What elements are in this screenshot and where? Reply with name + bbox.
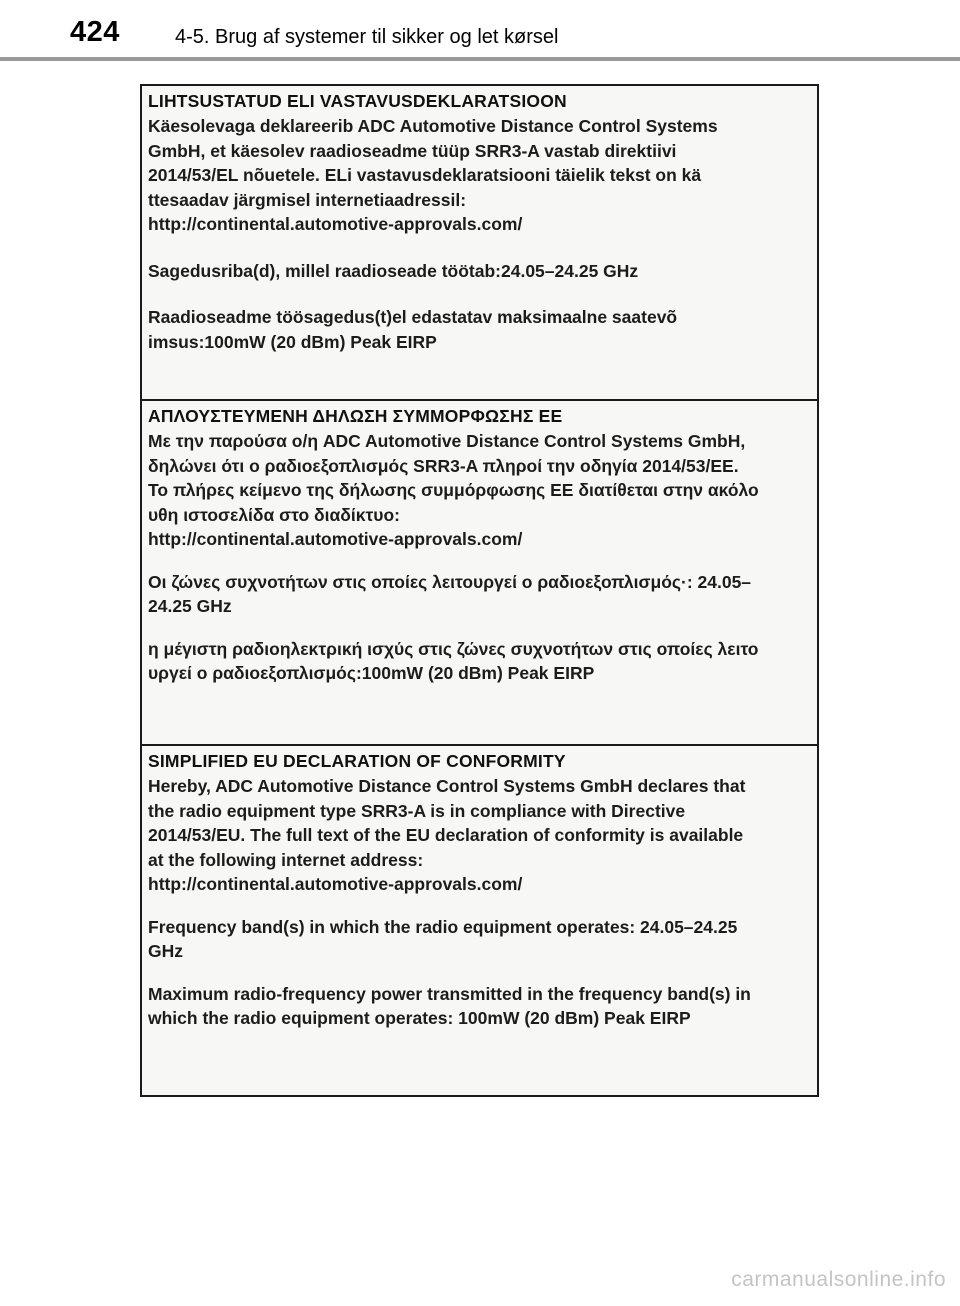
spacer bbox=[148, 619, 811, 637]
spacer bbox=[148, 552, 811, 570]
text-line: υργεί ο ραδιοεξοπλισμός:100mW (20 dBm) Peak EIRP bbox=[148, 663, 595, 683]
text-line: GHz bbox=[148, 941, 183, 961]
greek-power-text bbox=[148, 637, 811, 686]
text-line: Käesolevaga deklareerib ADC Automotive Distance Control Systems bbox=[148, 116, 718, 136]
declaration-url: http://continental.automotive-approvals.com/ bbox=[148, 874, 523, 894]
text-line: Sagedusriba(d), millel raadioseade töötab:24.05–24.25 GHz bbox=[148, 260, 639, 281]
text-line: Οι ζώνες συχνοτήτων στις οποίες λειτουργεί ο ραδιοεξοπλισμός·: 24.05– bbox=[148, 571, 752, 592]
spacer bbox=[148, 897, 811, 915]
text-line: Maximum radio-frequency power transmitted in the frequency band(s) in bbox=[148, 983, 751, 1004]
text-line: 24.25 GHz bbox=[148, 596, 232, 616]
text-line: ttesaadav järgmisel internetiaadressil: bbox=[148, 189, 467, 210]
page-header bbox=[0, 0, 960, 60]
spacer bbox=[148, 237, 811, 259]
greek-declaration-text bbox=[148, 429, 811, 552]
estonian-heading: LIHTSUSTATUD ELI VASTAVUSDEKLARATSIOON bbox=[148, 91, 567, 111]
text-line: υθη ιστοσελίδα στο διαδίκτυο: bbox=[148, 504, 400, 525]
estonian-frequency-text bbox=[148, 259, 811, 284]
text-line: imsus:100mW (20 dBm) Peak EIRP bbox=[148, 331, 437, 352]
greek-declaration-section bbox=[142, 399, 817, 744]
declaration-url: http://continental.automotive-approvals.com/ bbox=[148, 529, 523, 549]
english-power-text bbox=[148, 982, 811, 1031]
site-watermark: carmanualsonline.info bbox=[731, 1268, 946, 1291]
text-line: Το πλήρες κείμενο της δήλωσης συμμόρφωσης ΕΕ διατίθεται στην ακόλο bbox=[148, 480, 759, 500]
spacer bbox=[148, 283, 811, 305]
declaration-box bbox=[140, 84, 819, 1097]
text-line: η μέγιστη ραδιοηλεκτρική ισχύς στις ζώνες συχνοτήτων στις οποίες λειτο bbox=[148, 638, 759, 659]
page-number: 424 bbox=[70, 16, 120, 48]
english-frequency-text bbox=[148, 915, 811, 964]
english-heading: SIMPLIFIED EU DECLARATION OF CONFORMITY bbox=[148, 751, 566, 771]
english-declaration-text bbox=[148, 774, 811, 897]
text-line: which the radio equipment operates: 100mW (20 dBm) Peak EIRP bbox=[148, 1008, 691, 1028]
greek-frequency-text bbox=[148, 570, 811, 619]
text-line: Με την παρούσα ο/η ADC Automotive Distance Control Systems GmbH, bbox=[148, 431, 746, 451]
greek-heading: ΑΠΛΟΥΣΤΕΥΜΕΝΗ ΔΗΛΩΣΗ ΣΥΜΜΟΡΦΩΣΗΣ ΕΕ bbox=[148, 406, 563, 426]
declaration-url: http://continental.automotive-approvals.com/ bbox=[148, 214, 523, 234]
section-title: 4-5. Brug af systemer til sikker og let kørsel bbox=[175, 26, 559, 48]
text-line: 2014/53/EU. The full text of the EU declaration of conformity is available bbox=[148, 825, 744, 845]
text-line: at the following internet address: bbox=[148, 849, 424, 870]
estonian-power-text bbox=[148, 305, 811, 354]
estonian-declaration-section bbox=[142, 86, 817, 399]
text-line: 2014/53/EL nõuetele. ELi vastavusdeklaratsiooni täielik tekst on kä bbox=[148, 165, 702, 185]
english-declaration-section bbox=[142, 744, 817, 1095]
text-line: GmbH, et käesolev raadioseadme tüüp SRR3-A vastab direktiivi bbox=[148, 140, 677, 161]
estonian-declaration-text bbox=[148, 114, 811, 237]
text-line: Hereby, ADC Automotive Distance Control Systems GmbH declares that bbox=[148, 776, 746, 796]
text-line: δηλώνει ότι ο ραδιοεξοπλισμός SRR3-A πληροί την οδηγία 2014/53/ΕΕ. bbox=[148, 455, 739, 476]
text-line: Frequency band(s) in which the radio equipment operates: 24.05–24.25 bbox=[148, 916, 738, 937]
header-divider bbox=[0, 57, 960, 61]
spacer bbox=[148, 964, 811, 982]
text-line: Raadioseadme töösagedus(t)el edastatav maksimaalne saatevõ bbox=[148, 307, 678, 327]
text-line: the radio equipment type SRR3-A is in compliance with Directive bbox=[148, 800, 686, 821]
